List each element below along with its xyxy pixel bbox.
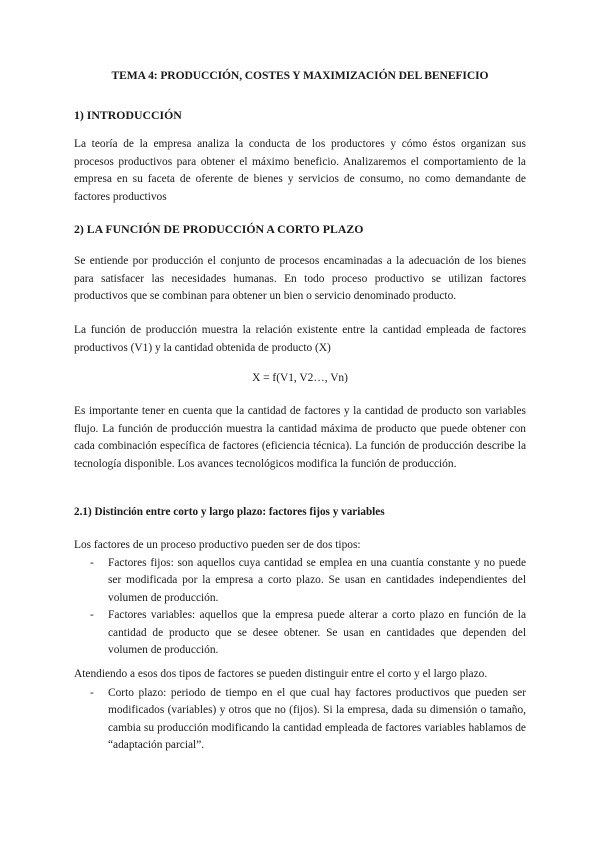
- factors-intro: Los factores de un proceso productivo pueden ser de dos tipos:: [74, 539, 361, 551]
- section-1-paragraph: La teoría de la empresa analiza la conducta de los productores y cómo éstos organizan sus procesos productivos para obtener el máximo beneficio. Analizaremos el comportamiento de la empresa en su faceta de oferente de bienes y servicios de consumo, no como demandante de factores productivos: [74, 138, 526, 203]
- term-distinction-intro: Atendiendo a esos dos tipos de factores se pueden distinguir entre el corto y el largo plazo.: [74, 668, 488, 680]
- list-item: - Factores fijos: son aquellos cuya cantidad se emplea en una cuantía constante y no puede ser modificada por la empresa a corto plazo. Se usan en cantidades independientes del volumen de producción.: [90, 557, 526, 604]
- factor-types-list: [74, 555, 526, 659]
- document-title: TEMA 4: PRODUCCIÓN, COSTES Y MAXIMIZACIÓN DEL BENEFICIO: [111, 69, 489, 82]
- term-types-list: [74, 685, 526, 755]
- section-2-paragraph-2: La función de producción muestra la relación existente entre la cantidad empleada de factores productivos (V1) y la cantidad obtenida de producto (X): [74, 324, 526, 354]
- section-2-heading: 2) LA FUNCIÓN DE PRODUCCIÓN A CORTO PLAZO: [74, 222, 364, 236]
- section-2-1-heading: 2.1) Distinción entre corto y largo plazo: factores fijos y variables: [74, 506, 385, 518]
- production-function-formula: X = f(V1, V2…, Vn): [252, 372, 348, 384]
- section-2-paragraph-1: Se entiende por producción el conjunto de procesos encaminadas a la adecuación de los bienes para satisfacer las necesidades humanas. En todo proceso productivo se utilizan factores productivos que se combinan para obtener un bien o servicio denominado producto.: [74, 255, 526, 303]
- section-2-paragraph-3: Es importante tener en cuenta que la cantidad de factores y la cantidad de producto son variables flujo. La función de producción muestra la cantidad máxima de producto que puede obtener con cada combinación específica de factores (eficiencia técnica). La función de producción describe la tecnología disponible. Los avances tecnológicos modifica la función de producción.: [74, 405, 526, 470]
- list-item: - Factores variables: aquellos que la empresa puede alterar a corto plazo en función de la cantidad de producto que se desee obtener. Se usan en cantidades que dependen del volumen de producción.: [90, 609, 526, 657]
- list-item: - Corto plazo: periodo de tiempo en el que cual hay factores productivos que pueden ser modificados (variables) y otros que no (fijos). Si la empresa, dada su dimensión o tamaño, cambia su producción modificando la cantidad empleada de factores variables hablamos de “adaptación parcial”.: [90, 687, 526, 752]
- section-1-heading: 1) INTRODUCCIÓN: [74, 108, 182, 122]
